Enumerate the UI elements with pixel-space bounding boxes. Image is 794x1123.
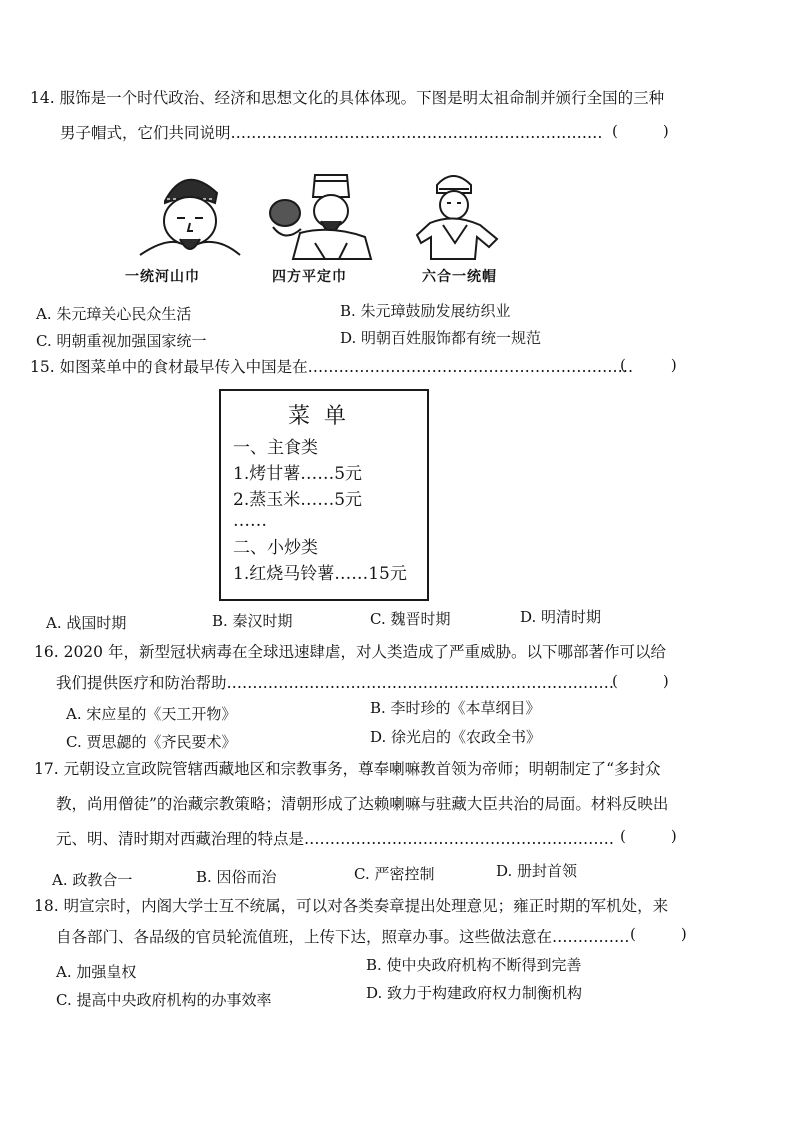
q15-option-c[interactable]: C. 魏晋时期 — [370, 610, 451, 628]
q14-answer-paren: ( ) — [612, 122, 669, 140]
q18-option-a[interactable]: A. 加强皇权 — [56, 963, 137, 981]
q17-option-c[interactable]: C. 严密控制 — [354, 865, 435, 883]
q16-option-c[interactable]: C. 贾思勰的《齐民要术》 — [66, 733, 237, 751]
menu-line-1: 一、主食类 — [233, 438, 318, 458]
menu-line-2: 1.烤甘薯……5元 — [233, 464, 363, 484]
q16-answer-paren: ( ) — [612, 672, 669, 690]
q16-option-d[interactable]: D. 徐光启的《农政全书》 — [370, 728, 542, 746]
q17-option-b[interactable]: B. 因俗而治 — [196, 868, 277, 886]
menu-line-5: 二、小炒类 — [233, 538, 318, 558]
menu-title: 菜单 — [287, 404, 360, 429]
q14-option-d[interactable]: D. 明朝百姓服饰都有统一规范 — [340, 329, 542, 347]
q18-stem-line-1: 18. 明宣宗时，内阁大学士互不统属，可以对各类奏章提出处理意见；雍正时期的军机处，来 — [34, 897, 669, 915]
q18-answer-paren: ( ) — [630, 925, 687, 943]
q14-option-b[interactable]: B. 朱元璋鼓励发展纺织业 — [340, 302, 511, 320]
hat-caption-3: 六合一统帽 — [422, 269, 497, 285]
menu-card — [219, 389, 429, 601]
q17-option-a[interactable]: A. 政教合一 — [52, 871, 133, 889]
q14-option-c[interactable]: C. 明朝重视加强国家统一 — [36, 332, 207, 350]
hat-illustrations — [125, 163, 525, 263]
menu-line-4: …… — [233, 511, 267, 531]
q15-answer-paren: ( ) — [620, 356, 677, 374]
q16-stem-line-2: 我们提供医疗和防治帮助………………………………………………………………… — [56, 674, 615, 692]
q15-option-a[interactable]: A. 战国时期 — [46, 614, 127, 632]
q17-stem-line-2: 教，尚用僧徒”的治藏宗教策略；清朝形成了达赖喇嘛与驻藏大臣共治的局面。材料反映出 — [56, 795, 669, 813]
hat-figure-1 — [140, 180, 240, 255]
q14-stem-line-1: 14. 服饰是一个时代政治、经济和思想文化的具体体现。下图是明太祖命制并颁行全国的三种 — [30, 89, 665, 107]
q16-stem-line-1: 16. 2020 年，新型冠状病毒在全球迅速肆虐，对人类造成了严重威胁。以下哪部著作可以给 — [34, 643, 666, 661]
q14-option-a[interactable]: A. 朱元璋关心民众生活 — [36, 305, 192, 323]
hat-caption-1: 一统河山巾 — [125, 269, 200, 285]
q17-stem-line-3: 元、明、清时期对西藏治理的特点是…………………………………………………… — [56, 830, 615, 848]
q18-option-c[interactable]: C. 提高中央政府机构的办事效率 — [56, 991, 272, 1009]
hat-figure-3 — [417, 176, 497, 259]
q17-answer-paren: ( ) — [620, 827, 677, 845]
q18-option-b[interactable]: B. 使中央政府机构不断得到完善 — [366, 956, 582, 974]
q16-option-a[interactable]: A. 宋应星的《天工开物》 — [66, 705, 237, 723]
q16-option-b[interactable]: B. 李时珍的《本草纲目》 — [370, 699, 541, 717]
hat-caption-2: 四方平定巾 — [272, 269, 347, 285]
q18-stem-line-2: 自各部门、各品级的官员轮流值班，上传下达，照章办事。这些做法意在…………… — [56, 928, 630, 946]
q18-option-d[interactable]: D. 致力于构建政府权力制衡机构 — [366, 984, 583, 1002]
q17-option-d[interactable]: D. 册封首领 — [496, 862, 578, 880]
q14-stem-line-2: 男子帽式，它们共同说明……………………………………………………………… — [60, 124, 603, 142]
q15-option-d[interactable]: D. 明清时期 — [520, 608, 602, 626]
menu-line-3: 2.蒸玉米……5元 — [233, 490, 363, 510]
hat-figure-2 — [270, 175, 371, 259]
menu-line-6: 1.红烧马铃薯……15元 — [233, 564, 407, 584]
q17-stem-line-1: 17. 元朝设立宣政院管辖西藏地区和宗教事务，尊奉喇嘛教首领为帝师；明朝制定了“多封众 — [34, 760, 661, 778]
q15-option-b[interactable]: B. 秦汉时期 — [212, 612, 293, 630]
q15-stem-line-1: 15. 如图菜单中的食材最早传入中国是在……………………………………………………… — [30, 358, 634, 376]
